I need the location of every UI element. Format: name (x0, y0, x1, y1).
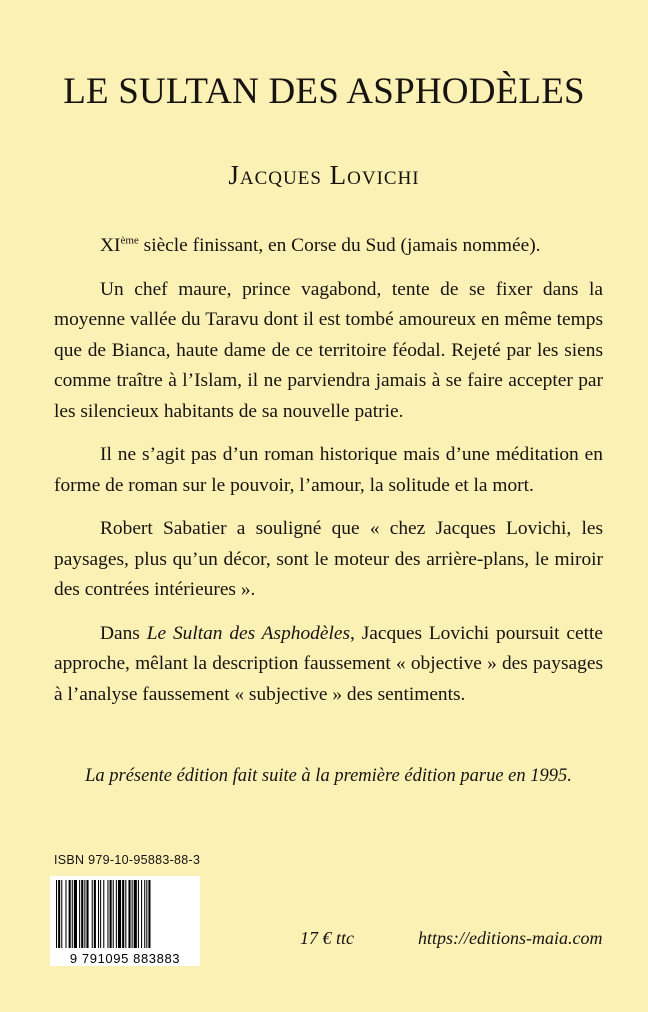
barcode-bar (61, 880, 62, 948)
isbn-label: ISBN 979-10-95883-88-3 (54, 853, 201, 867)
barcode-bar (84, 880, 85, 948)
barcode-bar (134, 880, 137, 948)
blurb-paragraph-3: Il ne s’agit pas d’un roman historique mais d’une méditation en forme de roman sur le pouvoir, l’amour, la solitude et la mort. (54, 444, 603, 496)
barcode-bar (148, 880, 150, 948)
website-link[interactable]: https://editions-maia.com (418, 928, 603, 948)
blurb-paragraph-5-end: , Jacques Lovichi poursuit cette approche, mêlant la description faussement « objective » des paysages à l’analyse faussement « subjective » des sentiments. (54, 622, 603, 705)
book-title: LE SULTAN DES ASPHODÈLES (63, 71, 585, 112)
barcode-bar (65, 880, 66, 948)
author-name: Jacques Lovichi (228, 160, 420, 190)
barcode-bar (132, 880, 133, 948)
barcode-bar (69, 880, 71, 948)
blurb (54, 231, 603, 723)
barcode-bar (103, 880, 104, 948)
barcode-bar (110, 880, 112, 948)
barcode-bar (113, 880, 114, 948)
barcode-bar (74, 880, 77, 948)
barcode-bar (107, 880, 108, 948)
blurb-book-title: Le Sultan des Asphodèles (146, 622, 350, 644)
barcode-bar (138, 880, 139, 948)
barcode-bar (81, 880, 83, 948)
barcode-graphic (50, 876, 200, 966)
barcode-bar (72, 880, 73, 948)
blurb-paragraph-1 (54, 231, 603, 262)
barcode-bars (56, 880, 151, 948)
barcode-bar (144, 880, 145, 948)
edition-note: La présente édition fait suite à la première édition parue en 1995. (85, 766, 572, 786)
blurb-paragraph-5-start: Dans (100, 622, 147, 644)
century-suffix: ème (120, 234, 139, 247)
barcode-bar (128, 880, 130, 948)
barcode-bar (146, 880, 147, 948)
barcode-bar (122, 880, 124, 948)
barcode-bar (92, 880, 93, 948)
barcode-bar (116, 880, 117, 948)
century-numeral: XI (100, 235, 121, 256)
barcode-bar (94, 880, 96, 948)
barcode-bar (79, 880, 80, 948)
blurb-paragraph-1-text: siècle finissant, en Corse du Sud (jamais nommée). (138, 235, 541, 256)
blurb-paragraph-4: Robert Sabatier a souligné que « chez Jacques Lovichi, les paysages, plus qu’un décor, sont le moteur des arrière-plans, le miroir des contrées intérieures ». (54, 518, 603, 600)
blurb-paragraph-2: Un chef maure, prince vagabond, tente de se fixer dans la moyenne vallée du Taravu dont il est tombé amoureux en même temps que de Bianca, haute dame de ce territoire féodal. Rejeté par les siens comme traître à l’Islam, il ne parviendra jamais à se faire accepter par les silencieux habitants de sa nouvelle patrie. (54, 278, 603, 422)
barcode (50, 876, 200, 966)
barcode-bar (98, 880, 99, 948)
barcode-bar (58, 880, 60, 948)
barcode-bar (118, 880, 121, 948)
blurb-paragraph-5 (54, 619, 603, 711)
barcode-bar (100, 880, 101, 948)
barcode-bar (56, 880, 57, 948)
barcode-bar (141, 880, 142, 948)
barcode-digits: 9 791095 883883 (69, 951, 181, 966)
barcode-bar (86, 880, 88, 948)
price: 17 € ttc (300, 928, 354, 948)
barcode-bar (125, 880, 126, 948)
